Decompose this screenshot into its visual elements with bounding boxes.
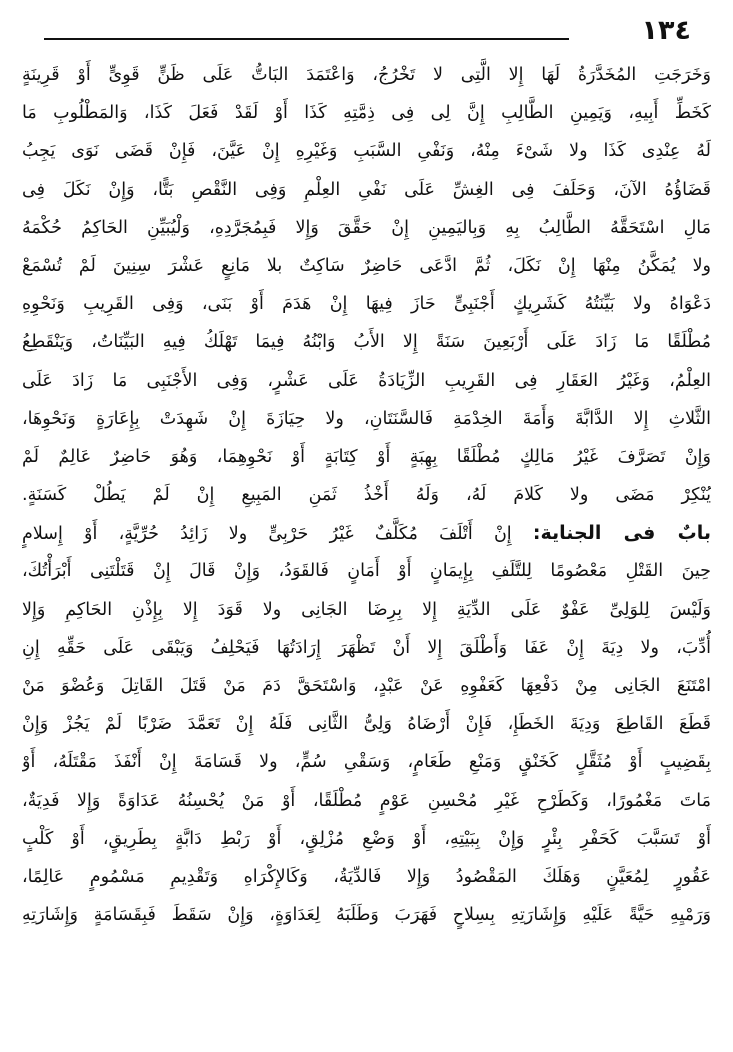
text-line: الثَّلاثِ إِلا الدَّابَّةَ وَأَمَةَ الخِدْمَةِ فَالسَّنَتَانِ، ولا حِيَازَةَ إِنْ شَهِدَتْ بِإِعَارَةٍ وَنَحْوِهَا، bbox=[22, 408, 711, 429]
text-line: امْتَنَعَ الجَانِى مِنْ دَفْعِهَا كَعَفْوِهِ عَنْ عَبْدٍ، وَاسْتَحَقَّ دَمَ مَنْ قَتَلَ القَاتِلَ وَعُضْوَ مَنْ bbox=[22, 676, 711, 696]
text-line: وَخَرَجَتِ المُخَدَّرَةُ لَهَا إِلا الَّتِى لا تَخْرُجُ، وَاعْتَمَدَ البَاتُّ عَلَى ظَنٍّ قَوِىٍّ أَوْ قَرِينَةٍ bbox=[22, 65, 711, 85]
text-line: بِقَضِيبٍ أَوْ مُثَقَّلٍ كَخَنْقٍ وَمَنْعِ طَعَامٍ، وَسَقْىِ سُمٍّ، ولا قَسَامَةَ إِنْ أَنْفَذَ مَقْتَلَهُ، أَوْ bbox=[22, 752, 711, 773]
text-line: كَخَطِّ أَبِيهِ، وَيَمِينِ الطَّالِبِ إِنَّ لِى فِى ذِمَّتِهِ كَذَا أَوْ لَقَدْ فَعَلَ كَذَا، وَالمَطْلُوبِ مَا bbox=[22, 103, 711, 124]
section-heading: بابٌ فى الجناية: bbox=[532, 522, 711, 545]
section-heading-line bbox=[22, 514, 711, 552]
text-line: عَقُورٍ لِمُعَيَّنٍ وَهَلَكَ المَقْصُودُ وَإِلا فَالدِّيَةُ، وَكَالإِكْرَاهِ وَتَقْدِيمِ مَسْمُومٍ عَالِمًا، bbox=[22, 866, 711, 887]
body-text bbox=[22, 56, 711, 1012]
page-header bbox=[44, 14, 691, 48]
text-line: وَإِنْ تَصَرَّفَ غَيْرُ مَالِكٍ مُطْلَقًا بِهِبَةٍ أَوْ كِتَابَةٍ أَوْ نَحْوِهِمَا، وَهُوَ حَاضِرٌ عَالِمٌ لَمْ bbox=[22, 446, 711, 467]
text-line: لَهُ عِنْدِى كَذَا ولا شَىْءَ مِنْهُ، وَنَفْىِ السَّبَبِ وَغَيْرِهِ إِنْ عَيَّنَ، فَإِنْ قَضَى نَوَى يَجِبُ bbox=[22, 141, 711, 162]
text-line: دَعْوَاهُ ولا بَيِّنَتُهُ كَشَرِيكٍ أَجْنَبِىٍّ حَازَ فِيهَا إِنْ هَدَمَ أَوْ بَنَى، وَفِى القَرِيبِ وَنَحْوِهِ bbox=[22, 294, 711, 315]
text-line: العِلْمُ، وَغَيْرُ العَقَارِ فِى القَرِيبِ الزِّيَادَةُ عَلَى عَشْرٍ، وَفِى الأَجْنَبِى مَا زَادَ عَلَى bbox=[22, 370, 711, 391]
text-line: قَطَعَ القَاطِعَ وَدِيَةَ الخَطَإِ، فَإِنْ أَرْضَاهُ وَلِىُّ الثَّانِى فَلَهُ إِنْ تَعَمَّدَ ضَرْبًا لَمْ يَجُزْ وَإِنْ bbox=[22, 714, 711, 735]
text-line: وَرَمْيِهِ حَيَّةً عَلَيْهِ وَإِشَارَتِهِ بِسِلاحٍ فَهَرَبَ وَطَلَبَهُ لِعَدَاوَةٍ، وَإِنْ سَقَطَ فَبِقَسَامَةٍ وَإِشَارَتِهِ bbox=[22, 905, 711, 926]
text-line: وَلَيْسَ لِلوَلِىِّ عَفْوٌ عَلَى الدِّيَةِ إِلا بِرِضَا الجَانِى ولا قَوَدَ إِلا بِإِذْنِ الحَاكِمِ وَإِلا bbox=[22, 599, 711, 620]
text-line: ولا يُمَكَّنُ مِنْهَا إِنْ نَكَلَ، ثُمَّ ادَّعَى حَاضِرٌ سَاكِتٌ بلا مَانِعٍ عَشْرَ سِنِينَ لَمْ تُسْمَعْ bbox=[22, 255, 711, 276]
header-rule bbox=[44, 38, 569, 40]
text-line: أُدِّبَ، ولا دِيَةَ إِنْ عَفَا وَأَطْلَقَ إِلا أَنْ تَظْهَرَ إِرَادَتُهَا فَيَحْلِفُ وَيَبْقَى عَلَى حَقِّهِ إِنِ bbox=[22, 637, 711, 658]
text-line: قَضَاؤُهُ الآنَ، وَحَلَفَ فِى الغِشِّ عَلَى نَفْىِ العِلْمِ وَفِى النَّقْصِ بَتًّا، وَإِنْ نَكَلَ فِى bbox=[22, 179, 711, 200]
heading-line-text: إِنْ أَتْلَفَ مُكَلَّفٌ غَيْرُ حَرْبِىٍّ ولا زَائِدُ حُرِّيَّةٍ، أَوْ إِسلامٍ bbox=[22, 524, 512, 545]
page-number: ١٣٤ bbox=[641, 15, 691, 46]
text-line: مَالِ اسْتَحَقَّهُ الطَّالِبُ بِهِ وَبِاليَمِينِ إِنْ حَقَّقَ وَإِلا فَبِمُجَرَّدِهِ، وَلْيُبَيِّنِ الحَاكِمُ حُكْمَهُ bbox=[22, 217, 711, 238]
text-line: مَاتَ مَغْمُورًا، وَكَطَرْحِ غَيْرِ مُحْسِنِ عَوْمٍ مُطْلَقًا، أَوْ مَنْ يُحْسِنُهُ عَدَاوَةً وَإِلا فَدِيَةٌ، bbox=[22, 790, 711, 811]
text-line: أَوْ تَسَبَّبَ كَحَفْرِ بِئْرٍ وَإِنْ بِبَيْتِهِ، أَوْ وَضْعِ مُزْلِقٍ، أَوْ رَبْطِ دَابَّةٍ بِطَرِيقٍ، أَوْ كَلْبٍ bbox=[22, 828, 711, 849]
text-line: حِينَ القَتْلِ مَعْصُومًا لِلتَّلَفِ بِإِيمَانٍ أَوْ أَمَانٍ فَالقَوَدُ، وَإِنْ قَالَ إِنْ قَتَلْتَنِى أَبْرَأْتُكَ، bbox=[22, 561, 711, 582]
text-line: مُطْلَقًا مَا زَادَ عَلَى أَرْبَعِينَ سَنَةً إِلا الأَبُ وَابْنُهُ فِيمَا تَهْلَكُ فِيهِ البَيِّنَاتُ، وَيَنْقَطِعُ bbox=[22, 332, 711, 353]
text-line: يُنْكِرْ مَضَى ولا كَلامَ لَهُ، وَلَهُ أَخْذُ ثَمَنِ المَبِيعِ إِنْ لَمْ يَطُلْ كَسَنَةٍ. bbox=[22, 485, 711, 506]
